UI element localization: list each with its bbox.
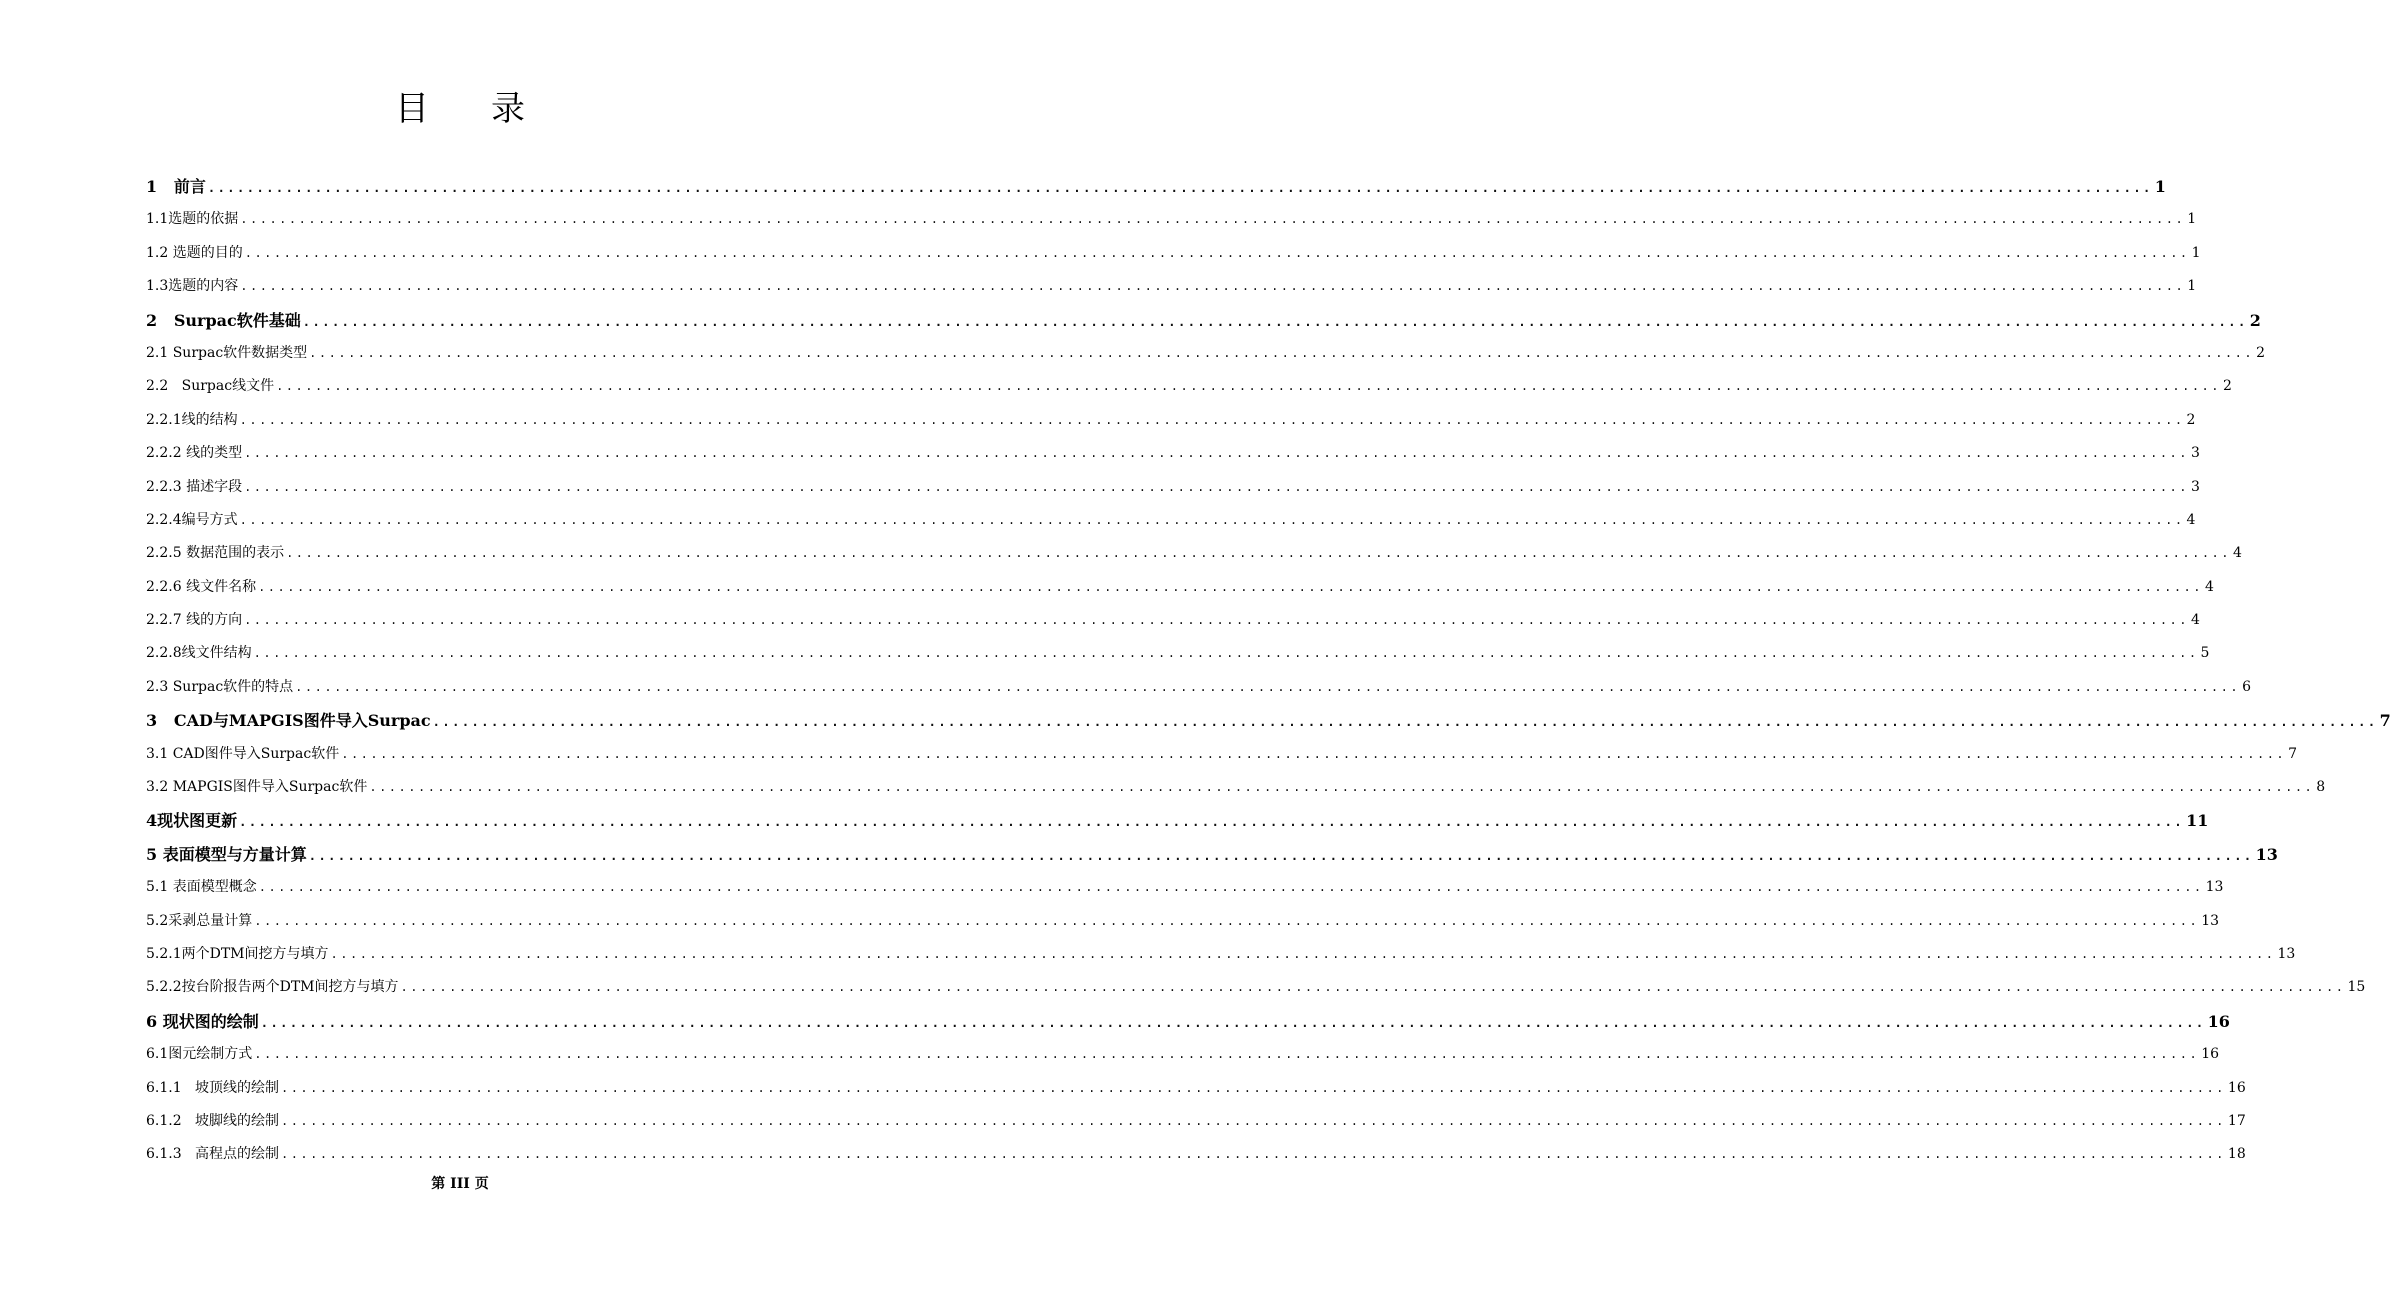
toc-entry-page-number: 7 — [2288, 745, 2298, 762]
toc-leader-dots: ........................................................................................................................................................................................................ — [308, 848, 2254, 863]
toc-leader-dots: ........................................................................................................................................................................................................ — [239, 815, 2185, 830]
toc-entry-page-number: 1 — [2154, 177, 2166, 196]
toc-leader-dots: ........................................................................................................................................................................................................ — [432, 715, 2378, 730]
toc-entry-label: 1.2 选题的目的 — [146, 244, 243, 261]
toc-leader-dots: ........................................................................................................................................................................................................ — [280, 1080, 2226, 1095]
toc-entry[interactable] — [146, 671, 2252, 704]
toc-leader-dots: ........................................................................................................................................................................................................ — [276, 379, 2221, 394]
toc-entry-label: 3 CAD与MAPGIS图件导入Surpac — [146, 711, 431, 731]
toc-entry[interactable] — [146, 604, 2200, 637]
toc-entry-page-number: 11 — [2186, 811, 2209, 831]
toc-entry[interactable] — [146, 905, 2220, 938]
toc-entry[interactable] — [146, 304, 2261, 337]
toc-entry-label: 2.3 Surpac软件的特点 — [146, 678, 294, 695]
toc-entry-label: 3.1 CAD图件导入Surpac软件 — [146, 745, 340, 762]
toc-entry-label: 5.1 表面模型概念 — [146, 879, 257, 896]
toc-leader-dots: ........................................................................................................................................................................................................ — [244, 479, 2189, 494]
toc-entry-label: 5.2采剥总量计算 — [146, 912, 253, 929]
toc-entry-label: 6.1.1 坡顶线的绘制 — [146, 1079, 279, 1096]
toc-entry-page-number: 13 — [2201, 912, 2220, 929]
toc-entry-page-number: 2 — [2256, 344, 2266, 361]
toc-entry-page-number: 16 — [2227, 1079, 2246, 1096]
toc-leader-dots: ........................................................................................................................................................................................................ — [254, 913, 2200, 928]
toc-leader-dots: ........................................................................................................................................................................................................ — [260, 1015, 2206, 1030]
toc-entry-label: 2.2.4编号方式 — [146, 511, 238, 528]
toc-leader-dots: ........................................................................................................................................................................................................ — [239, 412, 2185, 427]
toc-entry-page-number: 4 — [2191, 612, 2200, 629]
toc-leader-dots: ........................................................................................................................................................................................................ — [258, 579, 2203, 594]
toc-entry-label: 1.3选题的内容 — [146, 278, 239, 295]
toc-entry[interactable] — [146, 771, 2326, 804]
toc-entry-page-number: 2 — [2223, 378, 2232, 395]
toc-leader-dots: ........................................................................................................................................................................................................ — [302, 314, 2248, 329]
toc-entry-page-number: 3 — [2191, 445, 2200, 462]
toc-entry-page-number: 4 — [2205, 578, 2214, 595]
toc-entry-page-number: 2 — [2186, 411, 2196, 428]
toc-leader-dots: ........................................................................................................................................................................................................ — [280, 1113, 2226, 1128]
toc-entry[interactable] — [146, 1138, 2246, 1171]
toc-entry[interactable] — [146, 1038, 2220, 1071]
toc-entry-label: 2.2.6 线文件名称 — [146, 578, 257, 595]
toc-entry-page-number: 18 — [2227, 1146, 2246, 1163]
toc-leader-dots: ........................................................................................................................................................................................................ — [240, 279, 2186, 294]
toc-entry-page-number: 6 — [2242, 678, 2252, 695]
toc-entry-label: 4现状图更新 — [146, 811, 238, 831]
toc-entry-page-number: 17 — [2227, 1112, 2246, 1129]
toc-entry-page-number: 1 — [2191, 244, 2201, 261]
toc-leader-dots: ........................................................................................................................................................................................................ — [341, 746, 2287, 761]
toc-entry-label: 2.1 Surpac软件数据类型 — [146, 344, 308, 361]
toc-leader-dots: ........................................................................................................................................................................................................ — [244, 613, 2189, 628]
toc-leader-dots: ........................................................................................................................................................................................................ — [286, 546, 2231, 561]
toc-entry[interactable] — [146, 738, 2298, 771]
toc-leader-dots: ........................................................................................................................................................................................................ — [280, 1147, 2226, 1162]
toc-entry-label: 2.2.8线文件结构 — [146, 645, 252, 662]
toc-entry-label: 2 Surpac软件基础 — [146, 310, 301, 330]
toc-entry[interactable] — [146, 838, 2278, 871]
toc-entry-label: 6.1.2 坡脚线的绘制 — [146, 1112, 279, 1129]
toc-entry[interactable] — [146, 504, 2196, 537]
toc-leader-dots: ........................................................................................................................................................................................................ — [240, 212, 2186, 227]
toc-leader-dots: ........................................................................................................................................................................................................ — [254, 1047, 2200, 1062]
toc-entry[interactable] — [146, 938, 2296, 971]
toc-entry-label: 2.2 Surpac线文件 — [146, 378, 275, 395]
toc-entry-page-number: 8 — [2316, 779, 2326, 796]
table-of-contents — [146, 170, 2391, 1172]
toc-entry-page-number: 13 — [2277, 945, 2296, 962]
toc-leader-dots: ........................................................................................................................................................................................................ — [244, 446, 2189, 461]
page-number-footer: 第 III 页 — [431, 1176, 489, 1192]
toc-entry-page-number: 5 — [2200, 645, 2210, 662]
toc-entry[interactable] — [146, 437, 2200, 470]
toc-leader-dots: ........................................................................................................................................................................................................ — [207, 181, 2153, 195]
toc-entry[interactable] — [146, 804, 2209, 837]
toc-entry[interactable] — [146, 471, 2200, 504]
toc-entry-label: 2.2.3 描述字段 — [146, 478, 243, 495]
toc-entry[interactable] — [146, 537, 2242, 570]
toc-leader-dots: ........................................................................................................................................................................................................ — [244, 245, 2190, 260]
toc-entry[interactable] — [146, 237, 2201, 270]
toc-entry-label: 6 现状图的绘制 — [146, 1011, 259, 1031]
toc-entry-label: 3.2 MAPGIS图件导入Surpac软件 — [146, 779, 368, 796]
page-title: 目录 — [395, 89, 587, 129]
toc-entry-label: 2.2.5 数据范围的表示 — [146, 545, 285, 562]
toc-entry[interactable] — [146, 370, 2232, 403]
toc-entry-label: 2.2.7 线的方向 — [146, 612, 243, 629]
toc-entry-page-number: 1 — [2187, 211, 2197, 228]
toc-entry[interactable] — [146, 871, 2224, 904]
toc-entry[interactable] — [146, 704, 2391, 737]
toc-entry-page-number: 4 — [2233, 545, 2242, 562]
toc-leader-dots: ........................................................................................................................................................................................................ — [309, 345, 2255, 360]
toc-entry-label: 2.2.2 线的类型 — [146, 445, 243, 462]
toc-leader-dots: ........................................................................................................................................................................................................ — [253, 646, 2199, 661]
toc-entry-page-number: 13 — [2255, 844, 2278, 864]
toc-entry-label: 5.2.1两个DTM间挖方与填方 — [146, 945, 329, 962]
toc-entry[interactable] — [146, 1105, 2246, 1138]
toc-entry[interactable] — [146, 337, 2266, 370]
toc-leader-dots: ........................................................................................................................................................................................................ — [400, 980, 2346, 995]
toc-entry-page-number: 16 — [2207, 1011, 2230, 1031]
toc-entry-page-number: 1 — [2187, 278, 2197, 295]
toc-entry-label: 1 前言 — [146, 177, 206, 196]
toc-entry[interactable] — [146, 571, 2214, 604]
toc-leader-dots: ........................................................................................................................................................................................................ — [369, 780, 2315, 795]
toc-entry[interactable] — [146, 404, 2196, 437]
toc-leader-dots: ........................................................................................................................................................................................................ — [295, 679, 2241, 694]
toc-leader-dots: ........................................................................................................................................................................................................ — [239, 512, 2185, 527]
toc-entry[interactable] — [146, 203, 2197, 236]
toc-entry[interactable] — [146, 270, 2197, 303]
toc-entry-page-number: 15 — [2347, 979, 2366, 996]
toc-entry[interactable] — [146, 637, 2210, 670]
toc-entry[interactable] — [146, 1005, 2230, 1038]
toc-entry[interactable] — [146, 1072, 2246, 1105]
toc-entry[interactable] — [146, 170, 2166, 203]
toc-entry-label: 5.2.2按台阶报告两个DTM间挖方与填方 — [146, 979, 399, 996]
toc-entry-page-number: 16 — [2201, 1046, 2220, 1063]
toc-entry-label: 1.1选题的依据 — [146, 211, 239, 228]
toc-entry-page-number: 13 — [2205, 879, 2224, 896]
toc-leader-dots: ........................................................................................................................................................................................................ — [258, 880, 2204, 895]
toc-leader-dots: ........................................................................................................................................................................................................ — [330, 946, 2276, 961]
toc-entry-page-number: 3 — [2191, 478, 2200, 495]
toc-entry-label: 6.1图元绘制方式 — [146, 1046, 253, 1063]
toc-entry-label: 2.2.1线的结构 — [146, 411, 238, 428]
toc-entry-label: 5 表面模型与方量计算 — [146, 844, 307, 864]
toc-entry-label: 6.1.3 高程点的绘制 — [146, 1146, 279, 1163]
toc-entry-page-number: 2 — [2249, 310, 2261, 330]
toc-entry[interactable] — [146, 971, 2366, 1004]
toc-entry-page-number: 4 — [2186, 511, 2196, 528]
toc-entry-page-number: 7 — [2379, 711, 2391, 731]
